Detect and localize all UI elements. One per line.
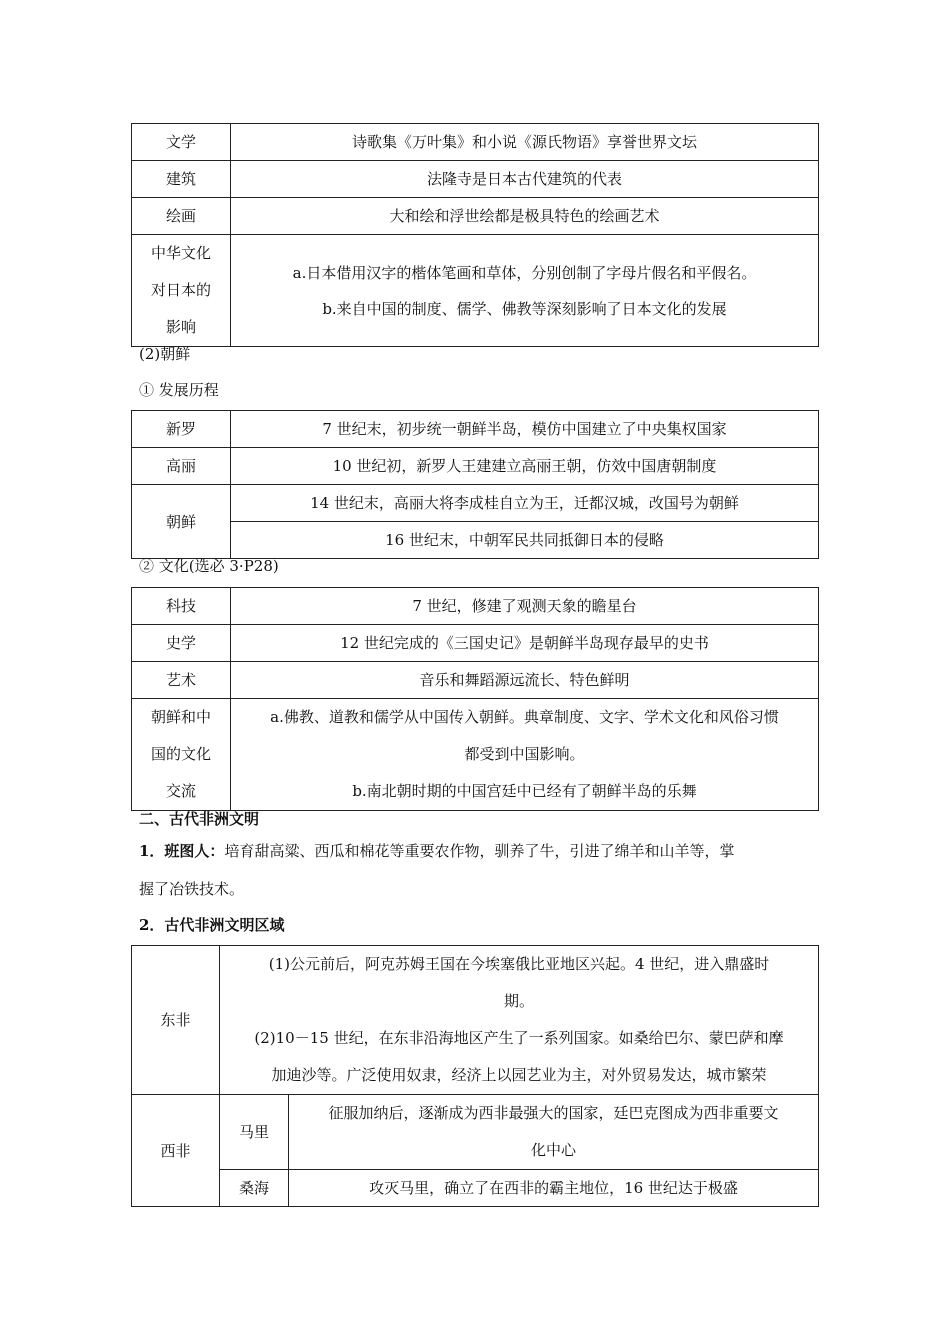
bantu-paragraph [139,832,811,908]
label-line: 影响 [165,318,196,336]
influence-a: a.日本借用汉字的楷体笔画和草体，分别创制了字母片假名和平假名。 [292,263,757,282]
row-content: 音乐和舞蹈源远流长、特色鲜明 [231,662,819,699]
row-content [289,1095,819,1170]
bantu-label: 1．班图人： [139,842,225,860]
table-row [132,946,819,1095]
table-row [132,235,819,347]
east-p2-line: 加迪沙等。广泛使用奴隶，经济上以园艺业为主，对外贸易发达，城市繁荣 [271,1066,767,1084]
korea-heading: (2)朝鲜 [139,345,191,363]
row-content [231,235,819,347]
influence-b: b.来自中国的制度、儒学、佛教等深刻影响了日本文化的发展 [322,299,727,318]
sub-label: 马里 [220,1095,289,1170]
table-row [132,485,819,522]
label-line: 对日本的 [150,281,211,299]
africa-regions-table [131,945,819,1207]
table-row [132,1170,819,1207]
bantu-text: 握了冶铁技术。 [139,880,245,898]
row-content: 10 世纪初，新罗人王建建立高丽王朝，仿效中国唐朝制度 [231,448,819,485]
row-content: 大和绘和浮世绘都是极具特色的绘画艺术 [231,198,819,235]
africa-section-title: 二、古代非洲文明 [139,810,260,828]
row-content: 16 世纪末，中朝军民共同抵御日本的侵略 [231,522,819,559]
table-row [132,411,819,448]
east-p1-line: (1)公元前后，阿克苏姆王国在今埃塞俄比亚地区兴起。4 世纪，进入鼎盛时 [268,955,770,973]
row-content: 14 世纪末，高丽大将李成桂自立为王，迁都汉城，改国号为朝鲜 [231,485,819,522]
row-content: 12 世纪完成的《三国史记》是朝鲜半岛现存最早的史书 [231,625,819,662]
label-line: 朝鲜和中 [150,708,211,726]
row-content: 7 世纪末，初步统一朝鲜半岛，模仿中国建立了中央集权国家 [231,411,819,448]
exchange-a-line: 都受到中国影响。 [464,745,585,763]
africa-regions-heading: 2．古代非洲文明区域 [139,916,285,934]
row-content: 攻灭马里，确立了在西非的霸主地位，16 世纪达于极盛 [289,1170,819,1207]
row-content [231,699,819,811]
exchange-b: b.南北朝时期的中国宫廷中已经有了朝鲜半岛的乐舞 [352,782,697,800]
culture-heading: ② 文化(选必 3·P28) [139,557,279,575]
korea-history-table [131,410,819,559]
label-line: 交流 [165,782,196,800]
label-line: 中华文化 [150,244,211,262]
korea-culture-table [131,587,819,811]
history-heading: ① 发展历程 [139,381,219,399]
row-label: 艺术 [132,662,231,699]
row-label: 新罗 [132,411,231,448]
row-label: 史学 [132,625,231,662]
row-label: 科技 [132,588,231,625]
row-content: 法隆寺是日本古代建筑的代表 [231,161,819,198]
row-label: 高丽 [132,448,231,485]
table-row [132,161,819,198]
row-label: 绘画 [132,198,231,235]
table-row [132,198,819,235]
row-label: 朝鲜 [132,485,231,559]
row-label [132,235,231,347]
table-row [132,699,819,811]
east-p1-line: 期。 [503,992,534,1010]
row-content: 诗歌集《万叶集》和小说《源氏物语》享誉世界文坛 [231,124,819,161]
sub-label: 桑海 [220,1170,289,1207]
table-row [132,448,819,485]
east-p2-line: (2)10－15 世纪，在东非沿海地区产生了一系列国家。如桑给巴尔、蒙巴萨和摩 [254,1029,784,1047]
table-row [132,625,819,662]
label-line: 国的文化 [150,745,211,763]
bantu-text: 培育甜高粱、西瓜和棉花等重要农作物，驯养了牛，引进了绵羊和山羊等，掌 [224,842,735,860]
mali-line: 化中心 [530,1141,576,1159]
table-row [132,662,819,699]
row-label: 建筑 [132,161,231,198]
row-content: 7 世纪，修建了观测天象的瞻星台 [231,588,819,625]
mali-line: 征服加纳后，逐渐成为西非最强大的国家，廷巴克图成为西非重要文 [328,1104,779,1122]
table-row [132,124,819,161]
table-row [132,588,819,625]
exchange-a-line: a.佛教、道教和儒学从中国传入朝鲜。典章制度、文字、学术文化和风俗习惯 [270,708,779,726]
row-label: 东非 [132,946,220,1095]
row-content [220,946,819,1095]
row-label: 文学 [132,124,231,161]
japan-culture-table [131,123,819,347]
table-row [132,1095,819,1170]
row-label [132,699,231,811]
row-label: 西非 [132,1095,220,1207]
table-row [132,522,819,559]
